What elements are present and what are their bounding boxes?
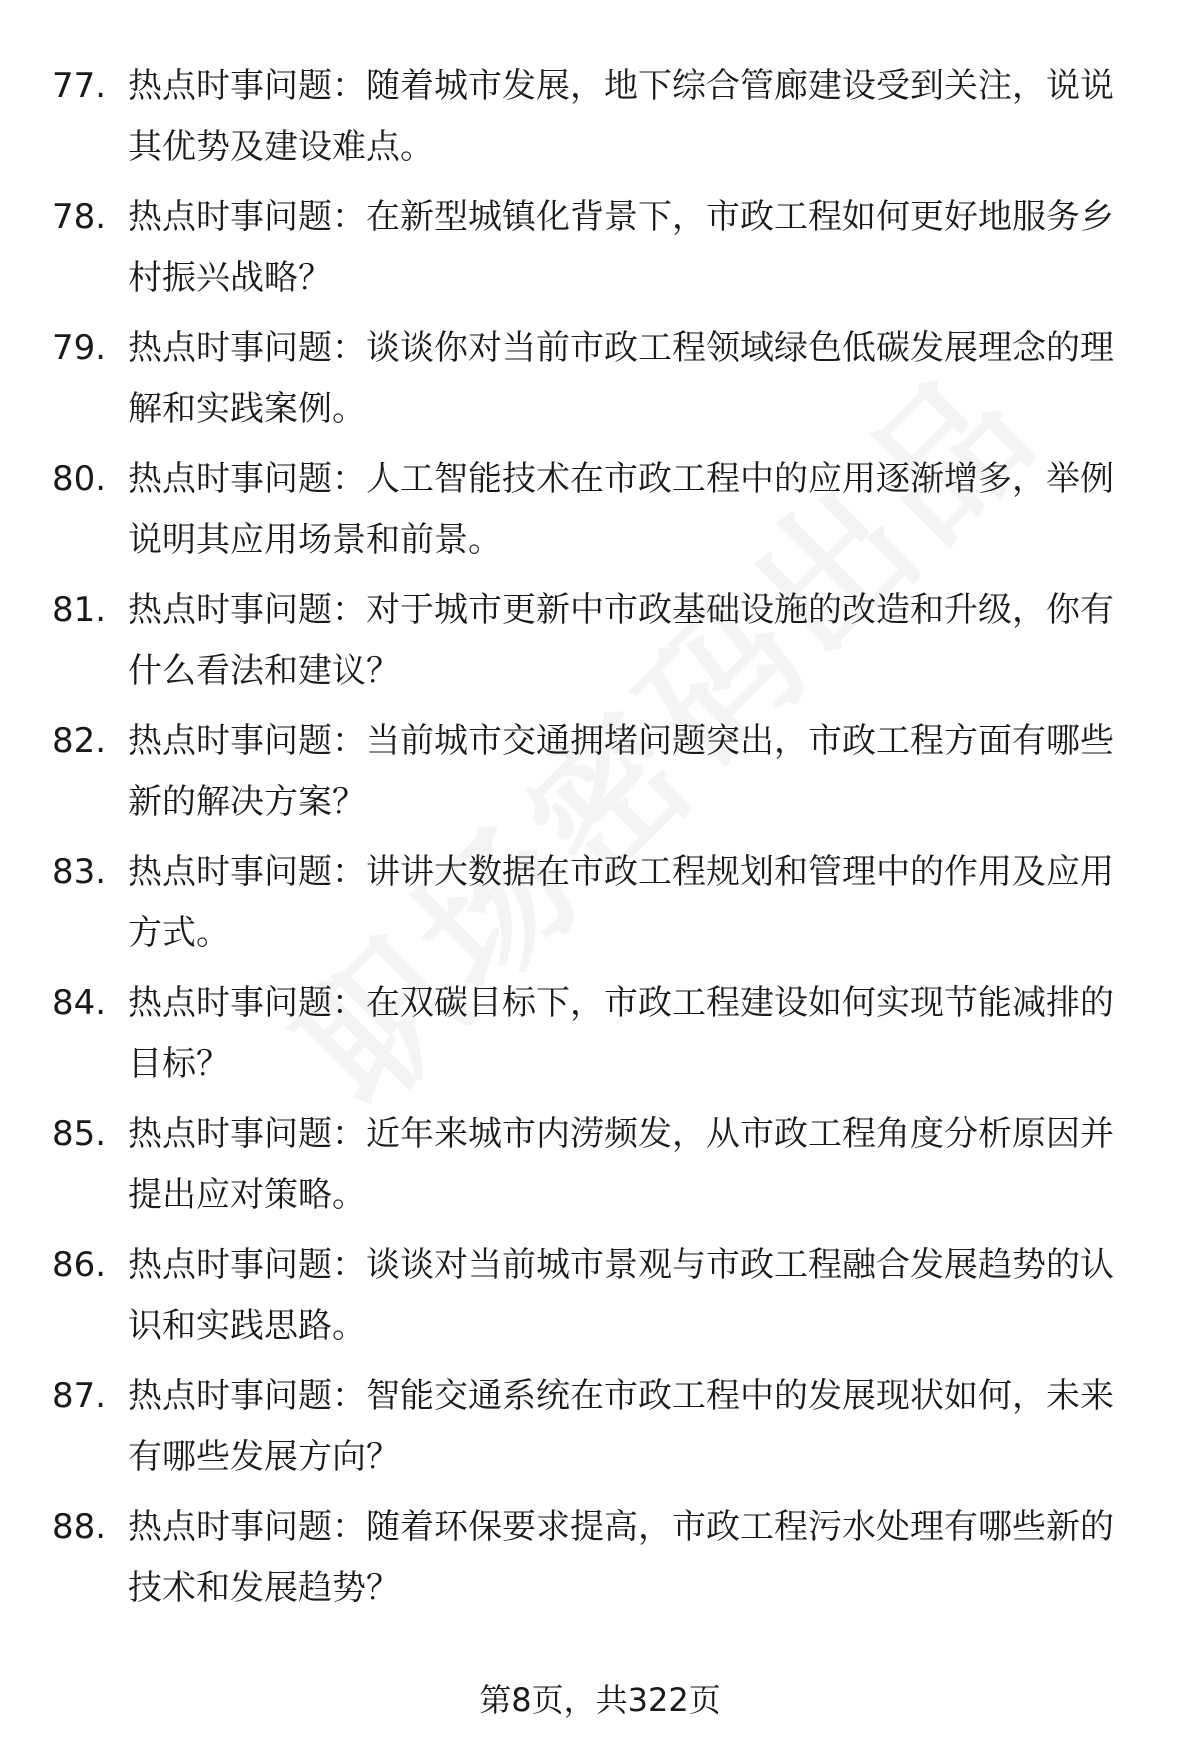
question-text: 热点时事问题：在双碳目标下，市政工程建设如何实现节能减排的目标？ bbox=[128, 983, 1114, 1084]
question-item bbox=[0, 318, 1200, 449]
question-number: 78. bbox=[52, 197, 107, 237]
question-number: 83. bbox=[52, 852, 107, 892]
question-number: 80. bbox=[52, 459, 107, 499]
page-footer bbox=[0, 1680, 1200, 1720]
question-item bbox=[0, 1366, 1200, 1497]
question-list bbox=[0, 56, 1200, 1628]
page-number-label: 第8页，共322页 bbox=[479, 1681, 721, 1719]
question-item bbox=[0, 711, 1200, 842]
question-number: 85. bbox=[52, 1114, 107, 1154]
question-text: 热点时事问题：讲讲大数据在市政工程规划和管理中的作用及应用方式。 bbox=[128, 852, 1114, 953]
question-number: 87. bbox=[52, 1376, 107, 1416]
question-item bbox=[0, 580, 1200, 711]
question-number: 82. bbox=[52, 721, 107, 761]
question-text: 热点时事问题：随着城市发展，地下综合管廊建设受到关注，说说其优势及建设难点。 bbox=[128, 66, 1114, 167]
question-number: 79. bbox=[52, 328, 107, 368]
question-number: 81. bbox=[52, 590, 107, 630]
question-text: 热点时事问题：随着环保要求提高，市政工程污水处理有哪些新的技术和发展趋势？ bbox=[128, 1507, 1114, 1608]
question-text: 热点时事问题：近年来城市内涝频发，从市政工程角度分析原因并提出应对策略。 bbox=[128, 1114, 1114, 1215]
question-number: 77. bbox=[52, 66, 107, 106]
question-item bbox=[0, 1104, 1200, 1235]
question-text: 热点时事问题：对于城市更新中市政基础设施的改造和升级，你有什么看法和建议？ bbox=[128, 590, 1114, 691]
question-item bbox=[0, 842, 1200, 973]
question-item bbox=[0, 1235, 1200, 1366]
question-text: 热点时事问题：智能交通系统在市政工程中的发展现状如何，未来有哪些发展方向？ bbox=[128, 1376, 1114, 1477]
question-text: 热点时事问题：当前城市交通拥堵问题突出，市政工程方面有哪些新的解决方案？ bbox=[128, 721, 1114, 822]
question-text: 热点时事问题：谈谈对当前城市景观与市政工程融合发展趋势的认识和实践思路。 bbox=[128, 1245, 1114, 1346]
question-item bbox=[0, 187, 1200, 318]
question-item bbox=[0, 56, 1200, 187]
question-text: 热点时事问题：人工智能技术在市政工程中的应用逐渐增多，举例说明其应用场景和前景。 bbox=[128, 459, 1114, 560]
question-text: 热点时事问题：在新型城镇化背景下，市政工程如何更好地服务乡村振兴战略？ bbox=[128, 197, 1114, 298]
question-item bbox=[0, 973, 1200, 1104]
question-text: 热点时事问题：谈谈你对当前市政工程领域绿色低碳发展理念的理解和实践案例。 bbox=[128, 328, 1114, 429]
question-item bbox=[0, 449, 1200, 580]
question-number: 86. bbox=[52, 1245, 107, 1285]
question-number: 88. bbox=[52, 1507, 107, 1547]
question-item bbox=[0, 1497, 1200, 1628]
question-number: 84. bbox=[52, 983, 107, 1023]
